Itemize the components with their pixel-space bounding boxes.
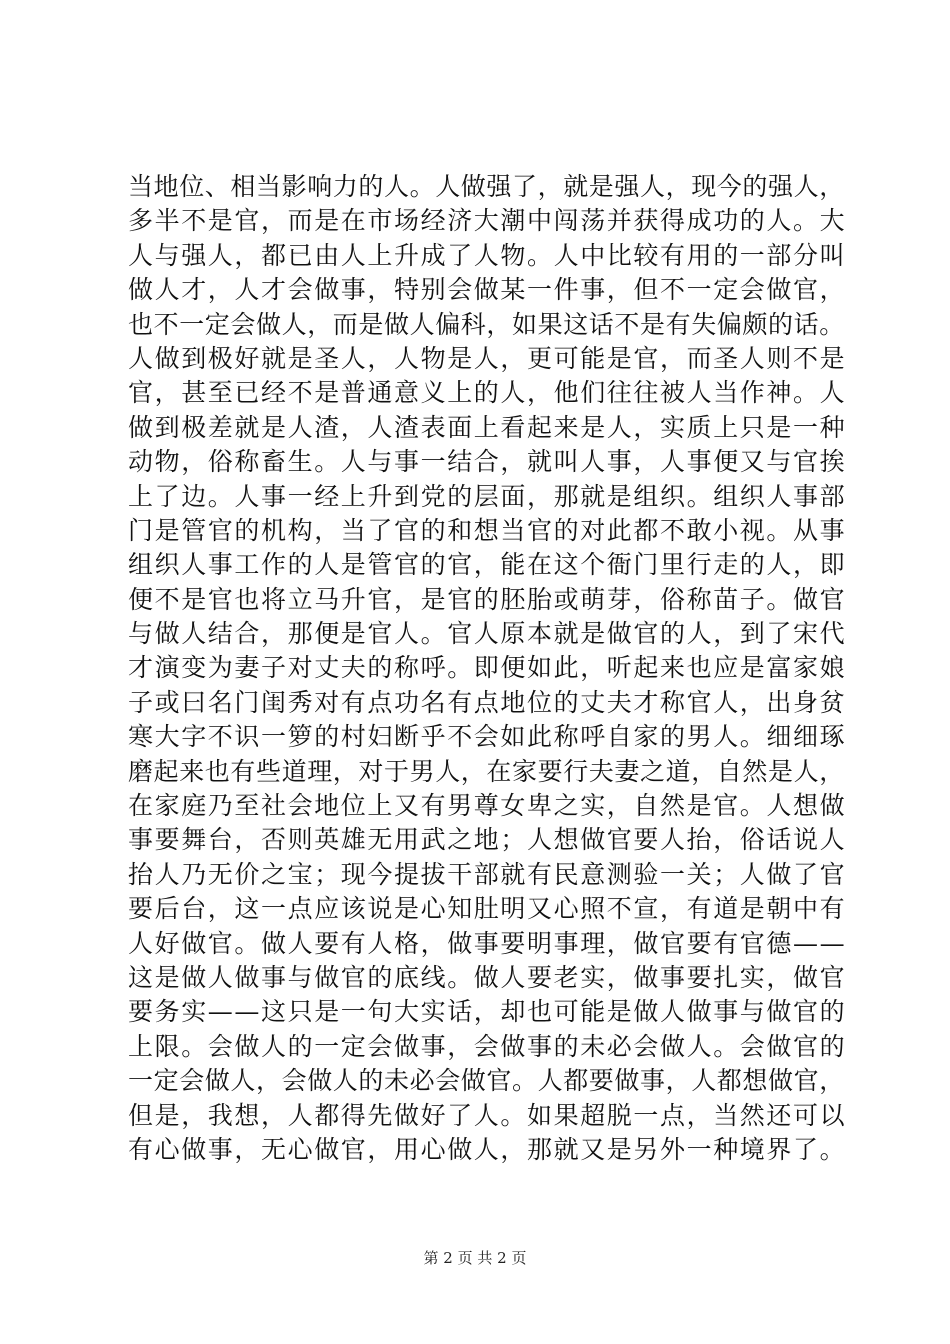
text-line: 事要舞台，否则英雄无用武之地；人想做官要人抬，俗话说人 (128, 825, 847, 855)
text-line: 人好做官。做人要有人格，做事要明事理，做官要有官德—— (128, 928, 847, 958)
text-line: 寒大字不识一箩的村妇断乎不会如此称呼自家的男人。细细琢 (128, 722, 847, 752)
text-line: 人与强人，都已由人上升成了人物。人中比较有用的一部分叫 (128, 240, 847, 270)
text-line: 便不是官也将立马升官，是官的胚胎或萌芽，俗称苗子。做官 (128, 584, 847, 614)
text-line: 做人才，人才会做事，特别会做某一件事，但不一定会做官， (128, 275, 847, 305)
text-line: 门是管官的机构，当了官的和想当官的对此都不敢小视。从事 (128, 515, 847, 545)
text-line: 动物，俗称畜生。人与事一结合，就叫人事，人事便又与官挨 (128, 447, 847, 477)
text-line: 才演变为妻子对丈夫的称呼。即便如此，听起来也应是富家娘 (128, 653, 847, 683)
text-line: 要后台，这一点应该说是心知肚明又心照不宣，有道是朝中有 (128, 894, 847, 924)
text-line: 磨起来也有些道理，对于男人，在家要行夫妻之道，自然是人， (128, 756, 845, 786)
text-line: 但是，我想，人都得先做好了人。如果超脱一点，当然还可以 (128, 1100, 847, 1130)
text-line: 上限。会做人的一定会做事，会做事的未必会做人。会做官的 (128, 1031, 847, 1061)
text-line: 做到极差就是人渣，人渣表面上看起来是人，实质上只是一种 (128, 412, 847, 442)
text-line: 与做人结合，那便是官人。官人原本就是做官的人，到了宋代 (128, 619, 847, 649)
text-line: 子或曰名门闺秀对有点功名有点地位的丈夫才称官人，出身贫 (128, 687, 847, 717)
text-line: 也不一定会做人，而是做人偏科，如果这话不是有失偏颇的话。 (128, 309, 845, 339)
text-line: 在家庭乃至社会地位上又有男尊女卑之实，自然是官。人想做 (128, 791, 847, 821)
body-text (128, 170, 848, 1167)
text-line: 人做到极好就是圣人，人物是人，更可能是官，而圣人则不是 (128, 343, 847, 373)
text-line: 有心做事，无心做官，用心做人，那就又是另外一种境界了。 (128, 1134, 847, 1164)
text-line: 一定会做人，会做人的未必会做官。人都要做事，人都想做官， (128, 1066, 845, 1096)
text-line: 上了边。人事一经上升到党的层面，那就是组织。组织人事部 (128, 481, 847, 511)
text-line: 组织人事工作的人是管官的官，能在这个衙门里行走的人，即 (128, 550, 847, 580)
text-line: 这是做人做事与做官的底线。做人要老实，做事要扎实，做官 (128, 962, 847, 992)
text-line: 官，甚至已经不是普通意义上的人，他们往往被人当作神。人 (128, 378, 847, 408)
text-line: 多半不是官，而是在市场经济大潮中闯荡并获得成功的人。大 (128, 206, 847, 236)
text-line: 当地位、相当影响力的人。人做强了，就是强人，现今的强人， (128, 172, 845, 201)
text-line: 要务实——这只是一句大实话，却也可能是做人做事与做官的 (128, 997, 847, 1027)
page-footer: 第 2 页 共 2 页 (423, 1249, 527, 1267)
text-line: 抬人乃无价之宝；现今提拔干部就有民意测验一关；人做了官 (128, 859, 847, 889)
